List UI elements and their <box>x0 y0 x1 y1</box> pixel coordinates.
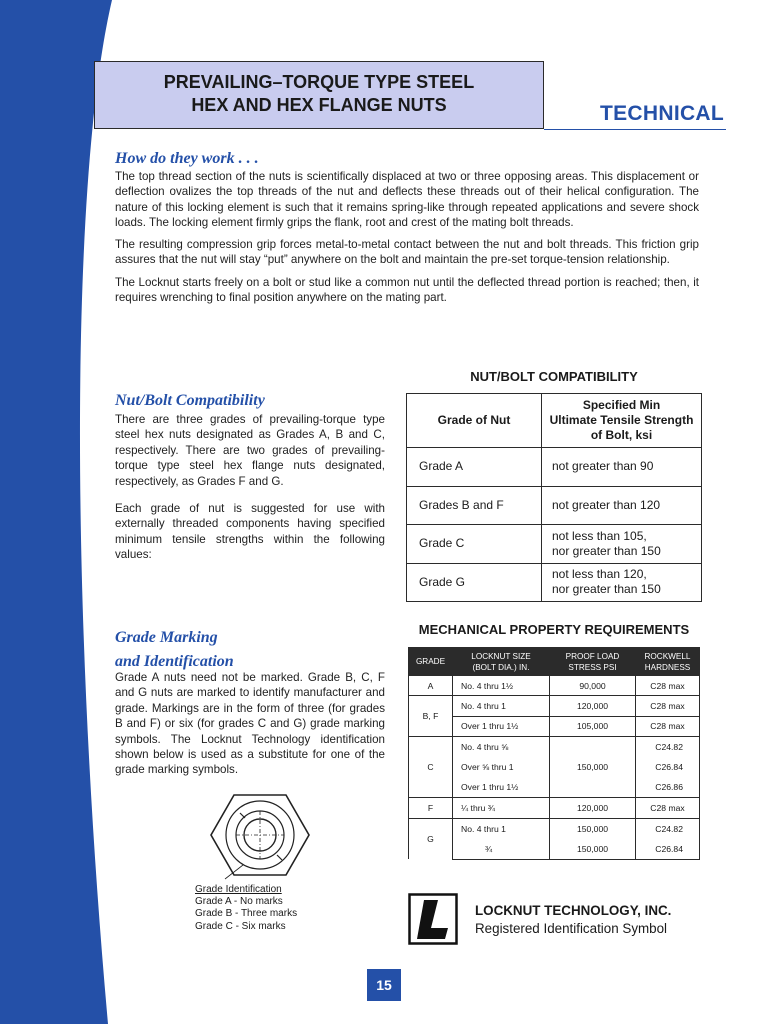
mech-col-hardness <box>636 648 700 676</box>
nut-grade-b: Grade B - Three marks <box>195 908 298 920</box>
compat-col-strength-l3: of Bolt, ksi <box>590 428 653 442</box>
mech-proof: 120,000 <box>550 798 636 818</box>
table-row <box>409 676 700 696</box>
compat-grade: Grade C <box>407 525 542 564</box>
mech-hardness: C26.84 <box>636 757 700 777</box>
marking-body <box>115 670 385 785</box>
marking-heading-l2: and Identification <box>115 653 234 670</box>
mech-size: No. 4 thru 1½ <box>453 676 550 696</box>
table-row <box>409 818 700 838</box>
table-row <box>407 563 702 602</box>
compat-col-strength-l2: Ultimate Tensile Strength <box>549 413 694 427</box>
mech-proof: 105,000 <box>550 716 636 736</box>
mech-hardness: C24.82 <box>636 737 700 757</box>
mech-proof: 150,000 <box>550 839 636 859</box>
mech-hardness: C24.82 <box>636 818 700 838</box>
compat-paragraph: There are three grades of prevailing-torque type steel hex nuts designated as Grades A, B and C, respectively. There are two grades of prevailing-torque type steel hex flange nuts designated, respectively, as Grades F and G. <box>115 413 385 488</box>
table-row <box>409 839 700 859</box>
title-line-2: HEX AND HEX FLANGE NUTS <box>191 95 447 115</box>
page-number: 15 <box>367 969 401 1001</box>
nut-caption: Grade Identification <box>195 884 282 895</box>
compat-value-l1: not greater than 90 <box>552 459 654 474</box>
compat-value <box>542 563 702 602</box>
mech-col-grade: GRADE <box>409 648 453 676</box>
mech-col-size-l2: (BOLT DIA.) IN. <box>472 662 530 672</box>
mech-col-size <box>453 648 550 676</box>
compat-value-l2: nor greater than 150 <box>552 582 661 597</box>
table-row <box>409 696 700 716</box>
mech-table <box>408 647 700 860</box>
table-row <box>409 798 700 818</box>
mech-proof: 90,000 <box>550 676 636 696</box>
nut-label <box>195 884 297 933</box>
compat-grade: Grade G <box>407 563 542 602</box>
mech-col-proof-l1: PROOF LOAD <box>565 651 620 661</box>
compat-body <box>115 412 385 570</box>
compat-paragraph: Each grade of nut is suggested for use with externally threaded components having specified minimum tensile strengths within the following values: <box>115 502 385 562</box>
table-row <box>409 716 700 736</box>
company-subtitle: Registered Identification Symbol <box>475 921 668 936</box>
compat-header-row <box>407 394 702 448</box>
how-heading: How do they work . . . <box>115 150 259 167</box>
compat-col-strength <box>542 394 702 448</box>
nut-grade-c: Grade C - Six marks <box>195 920 286 932</box>
compat-table-title: NUT/BOLT COMPATIBILITY <box>470 369 638 384</box>
mech-grade: A <box>409 676 453 696</box>
compat-heading: Nut/Bolt Compatibility <box>115 392 265 409</box>
mech-proof: 120,000 <box>550 696 636 716</box>
mech-grade: F <box>409 798 453 818</box>
mech-hardness: C28 max <box>636 798 700 818</box>
compat-value <box>542 448 702 487</box>
mech-hardness: C28 max <box>636 716 700 736</box>
title-line-1: PREVAILING–TORQUE TYPE STEEL <box>163 72 475 92</box>
mech-size: No. 4 thru ⅝ <box>453 737 550 757</box>
mech-size: No. 4 thru 1 <box>453 818 550 838</box>
mech-col-proof-l2: STRESS PSI <box>568 662 617 672</box>
table-row <box>407 486 702 525</box>
mech-grade: B, F <box>409 696 453 737</box>
how-paragraph: The top thread section of the nuts is scientifically displaced at two or three opposing areas. This displacement or deflection ovalizes the top threads of the nut and deflects these threads out of their helical configuration. The nature of this locking element is such that it remains spring-like through repeated applications and severe shock loads. The locking element firmly grips the flank, root and crest of the mating bolt threads. <box>115 170 699 229</box>
mech-header-row <box>409 648 700 676</box>
table-row <box>407 448 702 487</box>
table-row <box>407 525 702 564</box>
mech-col-hardness-l2: HARDNESS <box>644 662 691 672</box>
mech-col-proof <box>550 648 636 676</box>
compat-value-l1: not greater than 120 <box>552 497 661 512</box>
compat-col-grade: Grade of Nut <box>407 394 542 448</box>
mech-proof: 150,000 <box>550 818 636 838</box>
header-rule <box>544 129 726 130</box>
company-name: LOCKNUT TECHNOLOGY, INC. <box>475 903 672 918</box>
compat-value-l2: nor greater than 150 <box>552 543 661 558</box>
mech-size: Over 1 thru 1½ <box>453 777 550 797</box>
mech-size: Over 1 thru 1½ <box>453 716 550 736</box>
compat-value-l1: not less than 120, <box>552 567 647 582</box>
mech-size: ¾ <box>453 839 550 859</box>
marking-heading <box>115 626 234 674</box>
compat-grade: Grade A <box>407 448 542 487</box>
compat-grade: Grades B and F <box>407 486 542 525</box>
mech-size: ¼ thru ¾ <box>453 798 550 818</box>
how-body <box>115 169 699 312</box>
mech-hardness: C26.84 <box>636 839 700 859</box>
mech-size: No. 4 thru 1 <box>453 696 550 716</box>
title-box <box>94 61 544 129</box>
hex-nut-drawing <box>205 785 315 885</box>
compat-value <box>542 525 702 564</box>
section-tag: TECHNICAL <box>600 102 725 125</box>
compat-value-l1: not less than 105, <box>552 528 647 543</box>
marking-heading-l1: Grade Marking <box>115 629 218 646</box>
how-paragraph: The Locknut starts freely on a bolt or stud like a common nut until the deflected thread portion is reached; then, it requires wrenching to final position anywhere on the mating part. <box>115 275 699 305</box>
compat-table <box>406 393 702 602</box>
nut-grade-a: Grade A - No marks <box>195 896 283 908</box>
mech-hardness: C26.86 <box>636 777 700 797</box>
mech-table-title: MECHANICAL PROPERTY REQUIREMENTS <box>418 622 690 637</box>
compat-value <box>542 486 702 525</box>
mech-grade: G <box>409 818 453 859</box>
mech-hardness: C28 max <box>636 696 700 716</box>
mech-col-size-l1: LOCKNUT SIZE <box>471 651 531 661</box>
mech-grade: C <box>409 737 453 798</box>
mech-hardness: C28 max <box>636 676 700 696</box>
compat-col-strength-l1: Specified Min <box>582 398 661 412</box>
mech-col-hardness-l1: ROCKWELL <box>644 651 691 661</box>
mech-proof: 150,000 <box>550 737 636 798</box>
how-paragraph: The resulting compression grip forces metal-to-metal contact between the nut and bolt threads. This friction grip assures that the nut will stay “put” anywhere on the bolt and maintain the pre-set torque-tension relationship. <box>115 238 699 267</box>
table-row <box>409 737 700 757</box>
marking-paragraph: Grade A nuts need not be marked. Grade B, C, F and G nuts are marked to identify manufacturer and grade. Markings are in the form of three (for grades B and F) or six (for grades C and G) grade marking symbols. The Locknut Technology identification shown below is used as a substitute for one of the grade marking symbols. <box>115 671 385 777</box>
locknut-logo-icon <box>408 893 458 945</box>
mech-size: Over ⅝ thru 1 <box>453 757 550 777</box>
